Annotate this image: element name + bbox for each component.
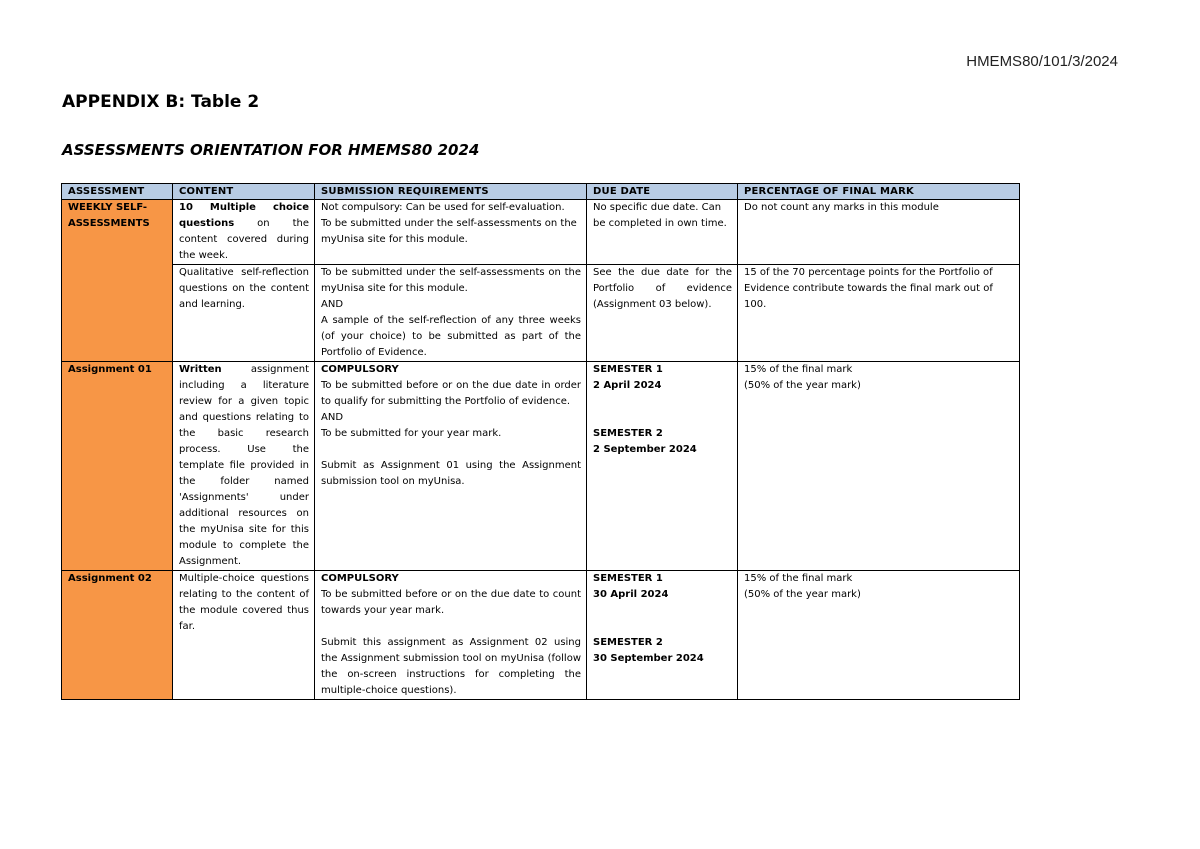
assessment-table [61, 183, 1020, 700]
table-header-row [62, 184, 1020, 200]
assignment01-submission-line1: To be submitted before or on the due date in order to qualify for submitting the Portfolio of evidence. [321, 380, 581, 407]
assignment01-semester1-date: 2 April 2024 [593, 380, 662, 391]
assignment02-due-date [587, 571, 738, 700]
assignment01-submission [315, 362, 587, 571]
document-code: HMEMS80/101/3/2024 [966, 53, 1118, 70]
assignment02-percentage-line1: 15% of the final mark [744, 573, 853, 584]
weekly-row1-content-text: on the content covered during the week. [179, 218, 309, 261]
assignment02-submission-line2: Submit this assignment as Assignment 02 using the Assignment submission tool on myUnisa (follow the on-screen instructions for completing the multiple-choice questions). [321, 637, 581, 696]
weekly-row1-percentage: Do not count any marks in this module [738, 200, 1020, 265]
table-row [62, 571, 1020, 700]
assessment-weekly-self-assessments: WEEKLY SELF-ASSESSMENTS [62, 200, 173, 362]
assignment01-submission-line3: Submit as Assignment 01 using the Assignment submission tool on myUnisa. [321, 460, 581, 487]
assignment01-content [173, 362, 315, 571]
assignment01-percentage [738, 362, 1020, 571]
assignment02-semester2-date: 30 September 2024 [593, 653, 704, 664]
assignment01-percentage-line1: 15% of the final mark [744, 364, 853, 375]
weekly-row1-content-bold: 10 Multiple choice questions [179, 202, 309, 229]
assignment02-semester2-label: SEMESTER 2 [593, 637, 663, 648]
assignment01-semester1-label: SEMESTER 1 [593, 364, 663, 375]
weekly-row1-submission [315, 200, 587, 265]
weekly-row2-percentage: 15 of the 70 percentage points for the Portfolio of Evidence contribute towards the final mark out of 100. [738, 265, 1020, 362]
header-submission-requirements: SUBMISSION REQUIREMENTS [315, 184, 587, 200]
weekly-row2-submission-line2: A sample of the self-reflection of any three weeks (of your choice) to be submitted as part of the Portfolio of Evidence. [321, 315, 581, 358]
assignment01-compulsory-label: COMPULSORY [321, 364, 399, 375]
weekly-row2-content: Qualitative self-reflection questions on the content and learning. [173, 265, 315, 362]
assignment02-semester1-date: 30 April 2024 [593, 589, 669, 600]
table-row [62, 362, 1020, 571]
assignment02-submission [315, 571, 587, 700]
assignment01-content-text: assignment including a literature review for a given topic and questions relating to the basic research process. Use the template file provided in the folder named 'Assignments' under additional resources on the myUnisa site for this module to complete the Assignment. [179, 364, 309, 567]
weekly-row2-submission-line1: To be submitted under the self-assessments on the myUnisa site for this module. [321, 267, 581, 294]
assignment01-percentage-line2: (50% of the year mark) [744, 380, 861, 391]
assignment02-semester1-label: SEMESTER 1 [593, 573, 663, 584]
assignment01-semester2-date: 2 September 2024 [593, 444, 697, 455]
weekly-row2-submission-and: AND [321, 299, 344, 310]
assignment01-submission-line2: To be submitted for your year mark. [321, 428, 502, 439]
table-row [62, 265, 1020, 362]
header-due-date: DUE DATE [587, 184, 738, 200]
weekly-row1-submission-line1: Not compulsory: Can be used for self-evaluation. [321, 202, 565, 213]
assignment01-due-date [587, 362, 738, 571]
assignment02-percentage-line2: (50% of the year mark) [744, 589, 861, 600]
header-percentage: PERCENTAGE OF FINAL MARK [738, 184, 1020, 200]
assignment01-submission-and: AND [321, 412, 344, 423]
assignment01-semester2-label: SEMESTER 2 [593, 428, 663, 439]
header-assessment: ASSESSMENT [62, 184, 173, 200]
assessment-assignment-01: Assignment 01 [62, 362, 173, 571]
assignment02-compulsory-label: COMPULSORY [321, 573, 399, 584]
assessment-assignment-02: Assignment 02 [62, 571, 173, 700]
table-row [62, 200, 1020, 265]
orientation-title: ASSESSMENTS ORIENTATION FOR HMEMS80 2024 [62, 141, 480, 159]
weekly-row1-content [173, 200, 315, 265]
assignment02-percentage [738, 571, 1020, 700]
weekly-row1-due-date: No specific due date. Can be completed in own time. [587, 200, 738, 265]
assignment02-content: Multiple-choice questions relating to the content of the module covered thus far. [173, 571, 315, 700]
header-content: CONTENT [173, 184, 315, 200]
weekly-row1-submission-line2: To be submitted under the self-assessments on the myUnisa site for this module. [321, 218, 577, 245]
weekly-row2-due-date: See the due date for the Portfolio of evidence (Assignment 03 below). [587, 265, 738, 362]
weekly-row2-submission [315, 265, 587, 362]
assignment02-submission-line1: To be submitted before or on the due date to count towards your year mark. [321, 589, 581, 616]
appendix-title: APPENDIX B: Table 2 [62, 92, 260, 112]
assignment01-content-bold: Written [179, 364, 222, 375]
